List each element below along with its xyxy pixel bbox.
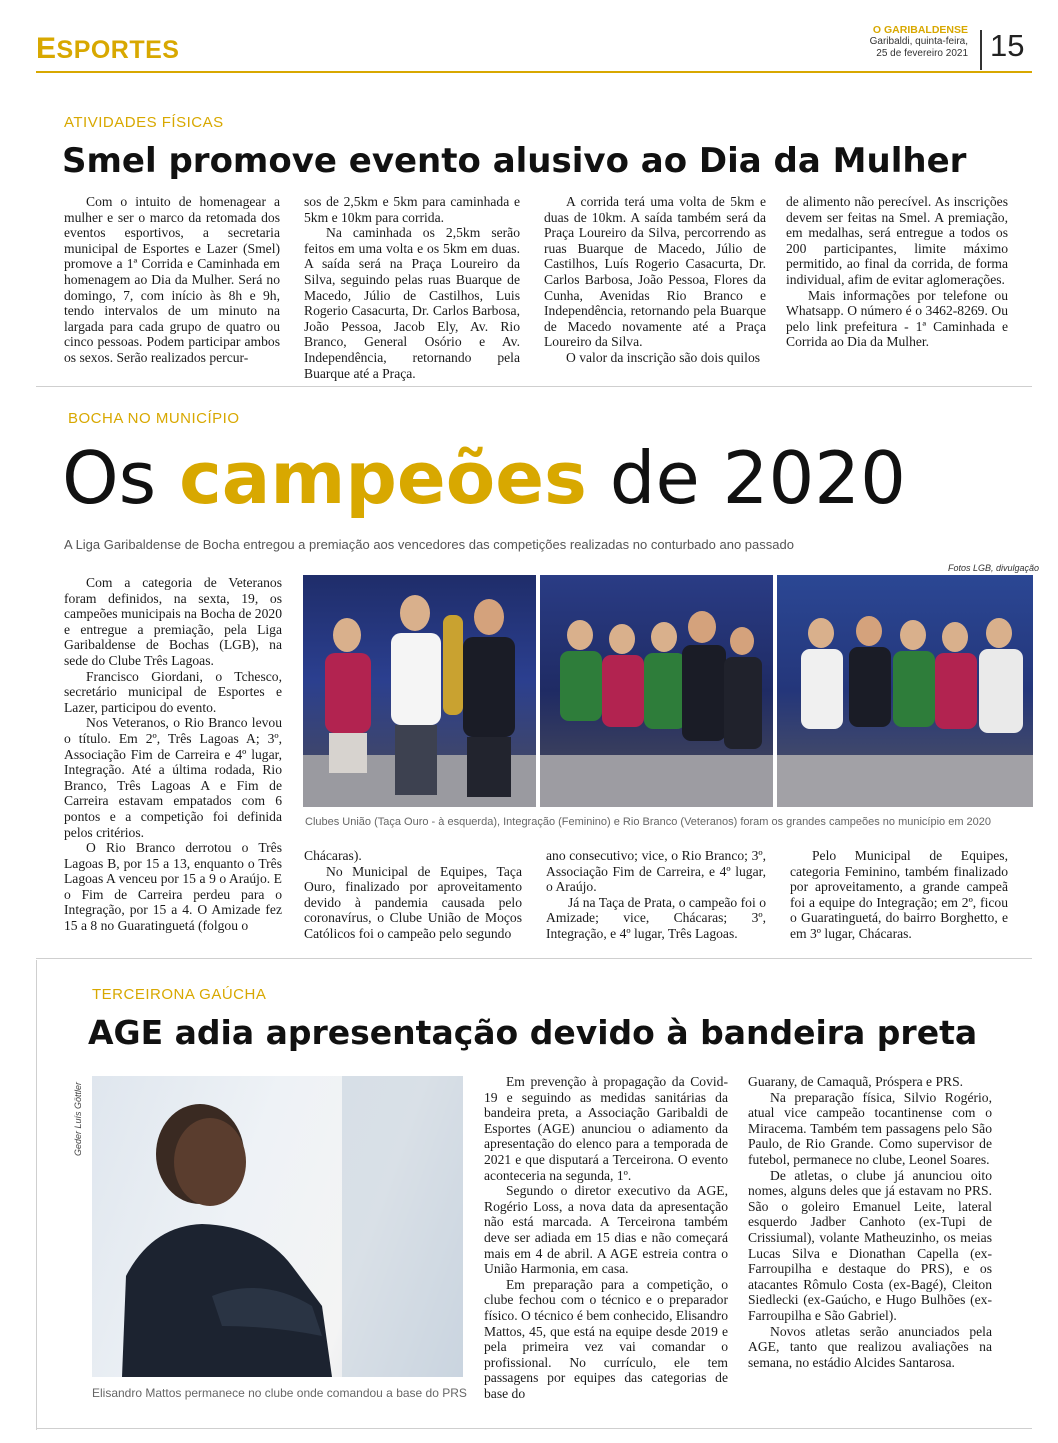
section-name: ESPORTES bbox=[36, 32, 180, 65]
paragraph: Guarany, de Camaquã, Próspera e PRS. bbox=[748, 1074, 964, 1089]
article1-column-3 bbox=[544, 194, 766, 366]
paragraph: Em preparação para a competição, o clube fechou com o técnico e o preparador físico. O técnico é bem conhecido, Elisandro Mattos, 45, que está na equipe desde 2019 e pela primeira vez vai comandar o profissional. No currículo, ele tem passagens por equipes das categorias de base do bbox=[484, 1276, 728, 1401]
paragraph: Mais informações por telefone ou Whatsapp. O número é o 3462-8269. Ou pelo link prefeitura - 1ª Caminhada e Corrida ao Dia da Mulher. bbox=[786, 287, 1008, 350]
article2-column-2 bbox=[304, 848, 522, 942]
section-divider bbox=[36, 958, 1032, 959]
photo-elisandro-mattos bbox=[92, 1076, 463, 1377]
article3-column-1 bbox=[484, 1074, 728, 1401]
dateline-line2: 25 de fevereiro 2021 bbox=[876, 48, 968, 59]
article1-column-4 bbox=[786, 194, 1008, 350]
paragraph: de alimento não perecível. As inscrições devem ser feitas na Smel. A premiação, em medalhas, será entregue a todos os 200 participantes, limite máximo permitido, ao final da corrida, de forma individual, afim de evitar aglomerações. bbox=[786, 194, 1008, 287]
photo-credit: Fotos LGB, divulgação bbox=[948, 563, 1040, 573]
article3-left-rule bbox=[36, 960, 37, 1430]
page-number: 15 bbox=[990, 28, 1025, 63]
paragraph: Francisco Giordani, o Tchesco, secretário municipal de Esportes e Lazer, participou do evento. bbox=[64, 668, 282, 715]
photo-rio-branco-scene bbox=[777, 575, 1033, 807]
paragraph: ano consecutivo; vice, o Rio Branco; 3º, Associação Fim de Carreira, e 4º lugar, o Araújo. bbox=[546, 848, 766, 895]
article1-column-2 bbox=[304, 194, 520, 381]
page-bottom-rule bbox=[36, 1428, 1032, 1429]
article2-kicker: BOCHA NO MUNICÍPIO bbox=[68, 410, 240, 427]
page-number-divider bbox=[980, 30, 982, 70]
paragraph: Em prevenção à propagação da Covid-19 e seguindo as medidas sanitárias da bandeira preta, a Associação Garibaldi de Esportes (AGE) anunciou o adiamento da apresentação do elenco para a temporada de 2021 e que disputará a Terceirona. O evento aconteceria na segunda, 1º. bbox=[484, 1074, 728, 1183]
paragraph: Chácaras). bbox=[304, 848, 362, 863]
paragraph: O Rio Branco derrotou o Três Lagoas B, por 15 a 13, enquanto o Três Lagoas A venceu por 15 a 9 o Araújo. E o Fim de Carreira perdeu para o Integração, por 15 a 4. O Amizade fez 15 a 8 no Guaratinguetá (folgou o bbox=[64, 840, 282, 934]
photo-integracao-team bbox=[540, 575, 773, 807]
article2-subtitle: A Liga Garibaldense de Bocha entregou a premiação aos vencedores das competições realizadas no conturbado ano passado bbox=[64, 537, 794, 552]
paragraph: sos de 2,5km e 5km para caminhada e 5km e 10km para corrida. bbox=[304, 194, 520, 225]
paragraph: O valor da inscrição são dois quilos bbox=[566, 349, 761, 365]
paragraph: Pelo Municipal de Equipes, categoria Feminino, também finalizado por aproveitamento, a grande campeã foi a equipe do Integração; em 2º, ficou o Guaratinguetá, do bairro Borghetto, e em 3º lugar, Chácaras. bbox=[790, 848, 1008, 941]
photo-portrait-scene bbox=[92, 1076, 463, 1377]
paragraph: Segundo o diretor executivo da AGE, Rogério Loss, a nova data da apresentação não está marcada. A Terceirona também deve ser adiada em 15 dias e não começará mais em 4 de abril. A AGE estreia contra o União Harmonia, em casa. bbox=[484, 1183, 728, 1277]
paragraph: Com o intuito de homenagear a mulher e ser o marco da retomada dos eventos esportivos, a secretaria municipal de Esportes e Lazer (Smel) promove a 1ª Corrida e Caminhada em homenagem ao Dia da Mulher. Será no domingo, 7, com início às 8h e 9h, tendo intervalos de um minuto na largada para cada grupo de quatro ou cinco pessoas. Podem participar ambos os sexos. Serão realizados percur- bbox=[64, 194, 280, 365]
article1-headline: Smel promove evento alusivo ao Dia da Mulher bbox=[62, 141, 967, 181]
paragraph: Já na Taça de Prata, o campeão foi o Amizade; vice, Chácaras; 3º, Integração, e 4º lugar, Três Lagoas. bbox=[546, 894, 766, 941]
article2-headline: Os campeões de 2020 bbox=[62, 436, 906, 520]
paragraph: Com a categoria de Veteranos foram definidos, na sexta, 19, os campeões municipais na Bocha de 2020 e entregue a premiação, pela Liga Garibaldense de Bochas (LGB), na sede do Clube Três Lagoas. bbox=[64, 575, 282, 668]
paragraph: Na preparação física, Silvio Rogério, atual vice campeão tocantinense com o Miracema. Também tem passagens pelo São Paulo, de Rio Grande. Como supervisor de futebol, permanece no clube, Leonel Soares. bbox=[748, 1089, 992, 1167]
paragraph: Novos atletas serão anunciados pela AGE, tanto que realizou avaliações na semana, no estádio Alcides Santarosa. bbox=[748, 1323, 992, 1370]
article2-photo-caption: Clubes União (Taça Ouro - à esquerda), Integração (Feminino) e Rio Branco (Veteranos) foram os grandes campeões no município em 2020 bbox=[305, 816, 992, 828]
newspaper-name: O GARIBALDENSE bbox=[872, 24, 968, 36]
paragraph: Na caminhada os 2,5km serão feitos em uma volta e os 5km em duas. A saída será na Praça Loureiro da Silva, seguindo pelas ruas Buarque de Macedo, Júlio de Castilhos, Luis Rogerio Casacurta, Dr. Carlos Barbosa, João Pessoa, Jacob Ely, Av. Rio Branco, General Osório e Av. Independência, retornando pela Buarque até a Praça. bbox=[304, 225, 520, 381]
article2-column-3 bbox=[546, 848, 766, 942]
paragraph: De atletas, o clube já anunciou oito nomes, alguns deles que já estavam no PRS. São o goleiro Emanuel Leite, lateral esquerdo Jadber Canhoto (ex-Tupi de Crissiumal), volante Matheuzinho, os meias Lucas Silva e Dionathan Capella (ex-Farroupilha e destaque do PRS), e os atacantes Rômulo Costa (ex-Bagé), Cleiton Siedlecki (ex-Gaúcho, e Hugo Bulhões (ex-Farroupilha e São Gabriel). bbox=[748, 1167, 992, 1323]
paper-info bbox=[870, 24, 968, 60]
photo-rio-branco-team bbox=[777, 575, 1033, 807]
article3-column-2 bbox=[748, 1074, 992, 1370]
paragraph: A corrida terá uma volta de 5km e duas de 10km. A saída também será da Praça Loureiro da Silva, percorrendo as ruas Buarque de Macedo, Júlio de Castilhos, Luís Rogerio Casacurta, Dr. Carlos Barbosa, João Pessoa, Flores da Cunha, Avenidas Rio Branco e Independência, retornando pela Buarque de Macedo novamente até a Praça Loureiro da Silva. bbox=[544, 194, 766, 350]
dateline-line1: Garibaldi, quinta-feira, bbox=[869, 36, 968, 47]
article2-column-1 bbox=[64, 575, 282, 934]
article3-photo-credit: Geder Luís Göttler bbox=[73, 1081, 83, 1156]
article1-kicker: ATIVIDADES FÍSICAS bbox=[64, 114, 224, 131]
photo-uniao-team bbox=[303, 575, 536, 807]
article3-headline: AGE adia apresentação devido à bandeira preta bbox=[88, 1013, 978, 1052]
article3-kicker: TERCEIRONA GAÚCHA bbox=[92, 986, 267, 1003]
section-divider bbox=[36, 386, 1032, 387]
header-rule bbox=[36, 71, 1032, 73]
paragraph: No Municipal de Equipes, Taça Ouro, finalizado por aproveitamento devido à pandemia causada pelo coronavírus, o Clube União de Moços Católicos foi o campeão pelo segundo bbox=[304, 863, 522, 941]
photo-integracao-scene bbox=[540, 575, 773, 807]
article2-column-4 bbox=[790, 848, 1008, 942]
article1-column-1 bbox=[64, 194, 280, 366]
photo-uniao-scene bbox=[303, 575, 536, 807]
article3-photo-caption: Elisandro Mattos permanece no clube onde comandou a base do PRS bbox=[92, 1386, 467, 1400]
paragraph: Nos Veteranos, o Rio Branco levou o título. Em 2º, Três Lagoas A; 3º, Associação Fim de Carreira e 4º lugar, Integração. Até a última rodada, Rio Branco, Três Lagoas A e Fim de Carreira estavam empatados com 6 pontos e a competição foi definida pelos critérios. bbox=[64, 715, 282, 840]
